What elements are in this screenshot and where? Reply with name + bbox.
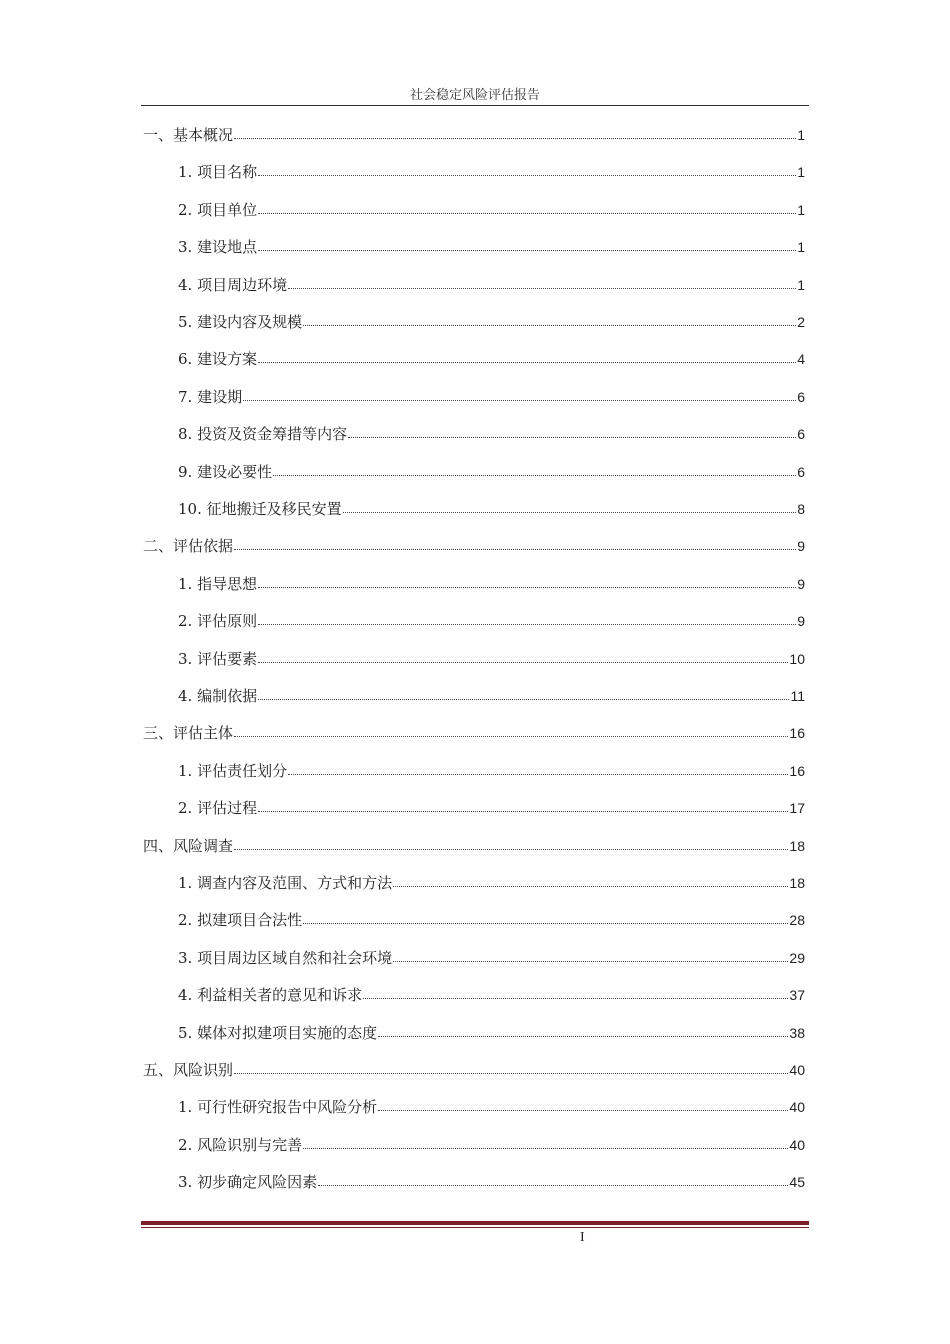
toc-subsection-entry[interactable] [178,423,805,443]
toc-entry-label: 一、基本概况 [143,126,234,144]
toc-subsection-entry[interactable] [178,573,805,593]
toc-entry-label: 5. 媒体对拟建项目实施的态度 [178,1024,378,1042]
toc-subsection-entry[interactable] [178,648,805,668]
toc-subsection-entry[interactable] [178,348,805,368]
toc-dot-leader [258,810,788,812]
toc-dot-leader [234,735,788,737]
toc-entry-page: 1 [797,202,805,218]
running-header-title: 社会稳定风险评估报告 [409,88,540,103]
toc-entry-page: 37 [789,987,805,1003]
toc-entry-page: 6 [797,426,805,442]
toc-dot-leader [288,773,788,775]
toc-entry-label: 6. 建设方案 [178,350,258,368]
toc-subsection-entry[interactable] [178,797,805,817]
toc-subsection-entry[interactable] [178,760,805,780]
toc-entry-label: 3. 初步确定风险因素 [178,1173,318,1191]
footer-divider-thick [141,1221,809,1225]
toc-dot-leader [258,661,788,663]
toc-dot-leader [258,586,796,588]
toc-entry-page: 6 [797,389,805,405]
toc-entry-label: 4. 项目周边环境 [178,276,288,294]
toc-entry-label: 2. 项目单位 [178,201,258,219]
toc-entry-label: 1. 评估责任划分 [178,762,288,780]
toc-subsection-entry[interactable] [178,610,805,630]
toc-entry-label: 2. 风险识别与完善 [178,1136,303,1154]
toc-entry-page: 6 [797,464,805,480]
toc-subsection-entry[interactable] [178,984,805,1004]
toc-entry-page: 18 [789,838,805,854]
toc-entry-page: 9 [797,538,805,554]
toc-dot-leader [243,399,796,401]
toc-entry-page: 38 [789,1025,805,1041]
toc-subsection-entry[interactable] [178,909,805,929]
toc-entry-label: 4. 利益相关者的意见和诉求 [178,986,363,1004]
toc-section-entry[interactable] [143,1059,805,1079]
toc-dot-leader [234,137,796,139]
toc-entry-label: 1. 项目名称 [178,163,258,181]
toc-entry-page: 1 [797,239,805,255]
toc-entry-label: 1. 可行性研究报告中风险分析 [178,1098,378,1116]
toc-section-entry[interactable] [143,722,805,742]
toc-dot-leader [378,1109,788,1111]
toc-section-entry[interactable] [143,835,805,855]
toc-entry-page: 4 [797,351,805,367]
toc-dot-leader [258,249,796,251]
toc-dot-leader [258,212,796,214]
toc-entry-page: 11 [790,688,805,704]
toc-entry-label: 三、评估主体 [143,724,234,742]
toc-entry-page: 9 [797,576,805,592]
toc-dot-leader [318,1184,788,1186]
toc-dot-leader [288,287,796,289]
toc-dot-leader [343,511,797,513]
toc-entry-page: 10 [789,651,805,667]
toc-entry-page: 29 [789,950,805,966]
toc-dot-leader [258,361,796,363]
toc-dot-leader [258,623,796,625]
toc-entry-page: 18 [789,875,805,891]
toc-entry-label: 9. 建设必要性 [178,463,273,481]
toc-subsection-entry[interactable] [178,685,805,705]
toc-subsection-entry[interactable] [178,1096,805,1116]
toc-dot-leader [258,698,789,700]
toc-dot-leader [273,474,796,476]
toc-subsection-entry[interactable] [178,498,805,518]
toc-entry-label: 二、评估依据 [143,537,234,555]
toc-entry-label: 1. 调查内容及范围、方式和方法 [178,874,393,892]
toc-dot-leader [234,1072,788,1074]
toc-entry-page: 16 [789,763,805,779]
toc-entry-page: 2 [797,314,805,330]
page-number: I [580,1230,585,1245]
toc-entry-page: 28 [789,912,805,928]
toc-subsection-entry[interactable] [178,461,805,481]
toc-dot-leader [303,922,788,924]
toc-entry-label: 3. 评估要素 [178,650,258,668]
toc-subsection-entry[interactable] [178,274,805,294]
toc-entry-page: 40 [789,1137,805,1153]
toc-dot-leader [258,174,796,176]
toc-entry-page: 9 [797,613,805,629]
toc-subsection-entry[interactable] [178,311,805,331]
toc-entry-label: 2. 评估过程 [178,799,258,817]
toc-entry-page: 40 [789,1099,805,1115]
toc-entry-label: 7. 建设期 [178,388,243,406]
toc-subsection-entry[interactable] [178,1022,805,1042]
toc-entry-label: 8. 投资及资金筹措等内容 [178,425,348,443]
toc-subsection-entry[interactable] [178,1171,805,1191]
toc-entry-label: 四、风险调查 [143,837,234,855]
toc-dot-leader [363,997,788,999]
toc-subsection-entry[interactable] [178,199,805,219]
toc-dot-leader [234,848,788,850]
toc-entry-page: 8 [797,501,805,517]
toc-subsection-entry[interactable] [178,161,805,181]
toc-dot-leader [234,548,796,550]
toc-entry-page: 1 [797,127,805,143]
header-divider [141,105,809,106]
toc-subsection-entry[interactable] [178,947,805,967]
toc-entry-label: 3. 建设地点 [178,238,258,256]
toc-dot-leader [393,885,788,887]
toc-entry-page: 45 [789,1174,805,1190]
toc-section-entry[interactable] [143,124,805,144]
toc-entry-label: 4. 编制依据 [178,687,258,705]
toc-dot-leader [303,1147,788,1149]
toc-subsection-entry[interactable] [178,1134,805,1154]
toc-subsection-entry[interactable] [178,236,805,256]
toc-entry-label: 2. 拟建项目合法性 [178,911,303,929]
toc-dot-leader [378,1035,788,1037]
toc-subsection-entry[interactable] [178,872,805,892]
toc-entry-page: 17 [789,800,805,816]
toc-entry-page: 40 [789,1062,805,1078]
toc-dot-leader [348,436,796,438]
toc-entry-label: 1. 指导思想 [178,575,258,593]
toc-entry-label: 5. 建设内容及规模 [178,313,303,331]
toc-entry-page: 16 [789,725,805,741]
footer-divider-thin [141,1227,809,1228]
toc-entry-label: 10. 征地搬迁及移民安置 [178,500,342,518]
toc-entry-page: 1 [797,277,805,293]
toc-entry-label: 五、风险识别 [143,1061,234,1079]
toc-entry-page: 1 [797,164,805,180]
toc-entry-label: 2. 评估原则 [178,612,258,630]
toc-subsection-entry[interactable] [178,386,805,406]
toc-dot-leader [393,960,788,962]
toc-section-entry[interactable] [143,535,805,555]
toc-dot-leader [303,324,796,326]
toc-entry-label: 3. 项目周边区域自然和社会环境 [178,949,393,967]
